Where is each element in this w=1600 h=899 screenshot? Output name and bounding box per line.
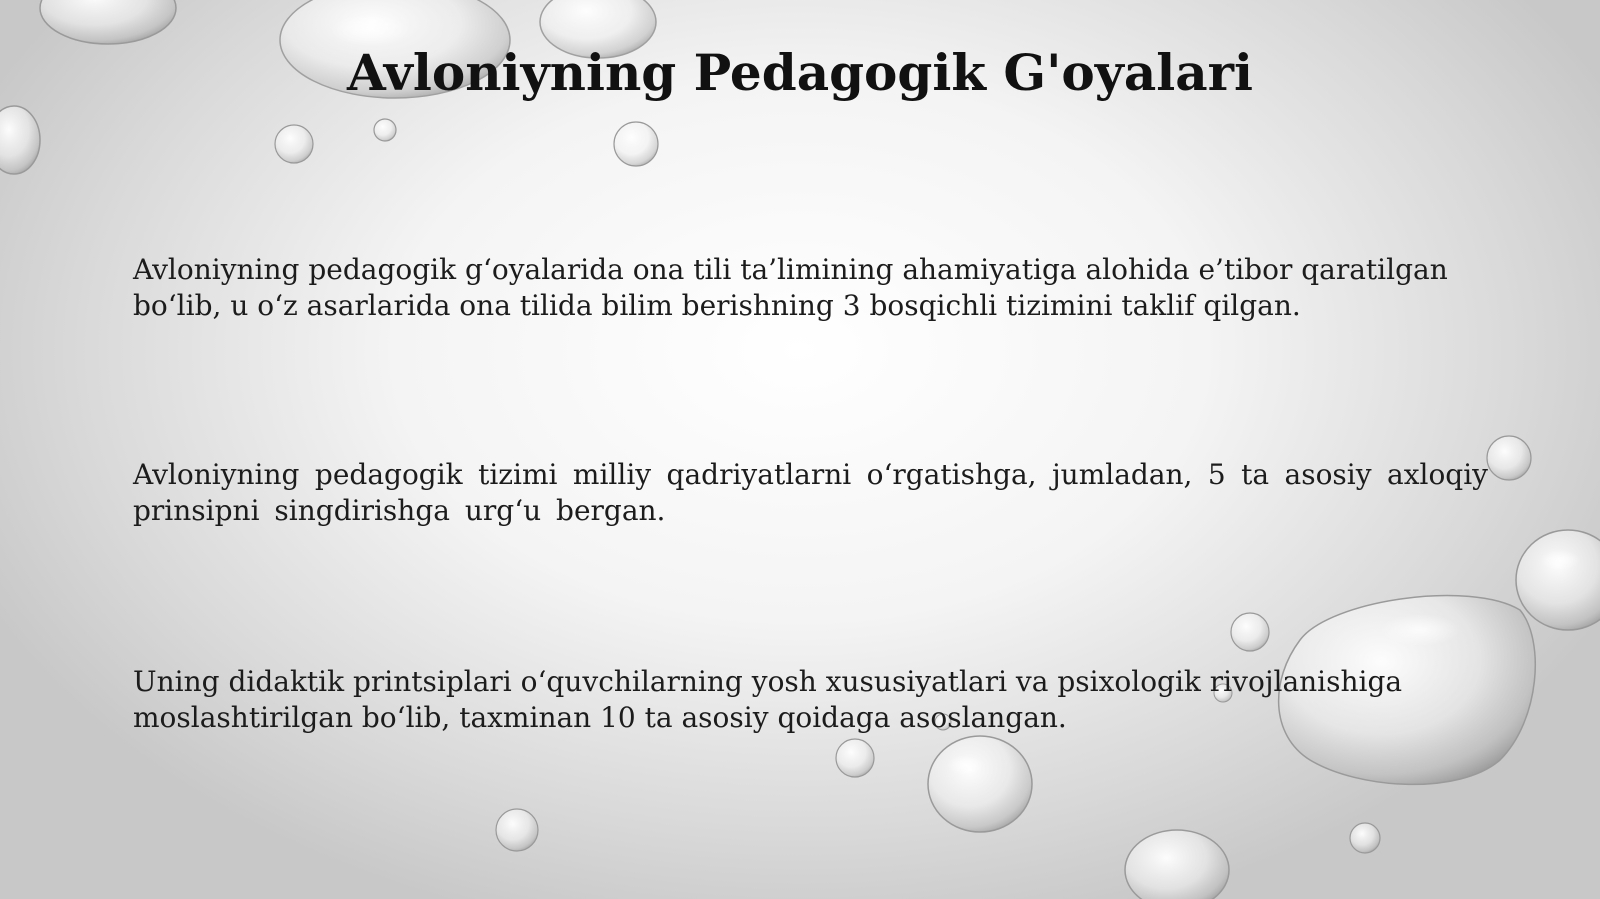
slide-title: Avloniyning Pedagogik G'oyalari: [347, 43, 1253, 102]
paragraph-native-language: Avloniyning pedagogik g‘oyalarida ona tili ta’limining ahamiyatiga alohida e’tibor qaratilgan bo‘lib, u o‘z asarlarida ona tilida bilim berishning 3 bosqichli tizimini taklif qilgan.: [133, 253, 1448, 322]
paragraph-didactic-principles: Uning didaktik printsiplari o‘quvchilarning yosh xususiyatlari va psixologik rivojlanishiga moslashtirilgan bo‘lib, taxminan 10 ta asosiy qoidaga asoslangan.: [133, 665, 1403, 734]
paragraph-national-values: Avloniyning pedagogik tizimi milliy qadriyatlarni o‘rgatishga, jumladan, 5 ta asosiy axloqiy prinsipni singdirishga urg‘u bergan.: [133, 458, 1488, 527]
